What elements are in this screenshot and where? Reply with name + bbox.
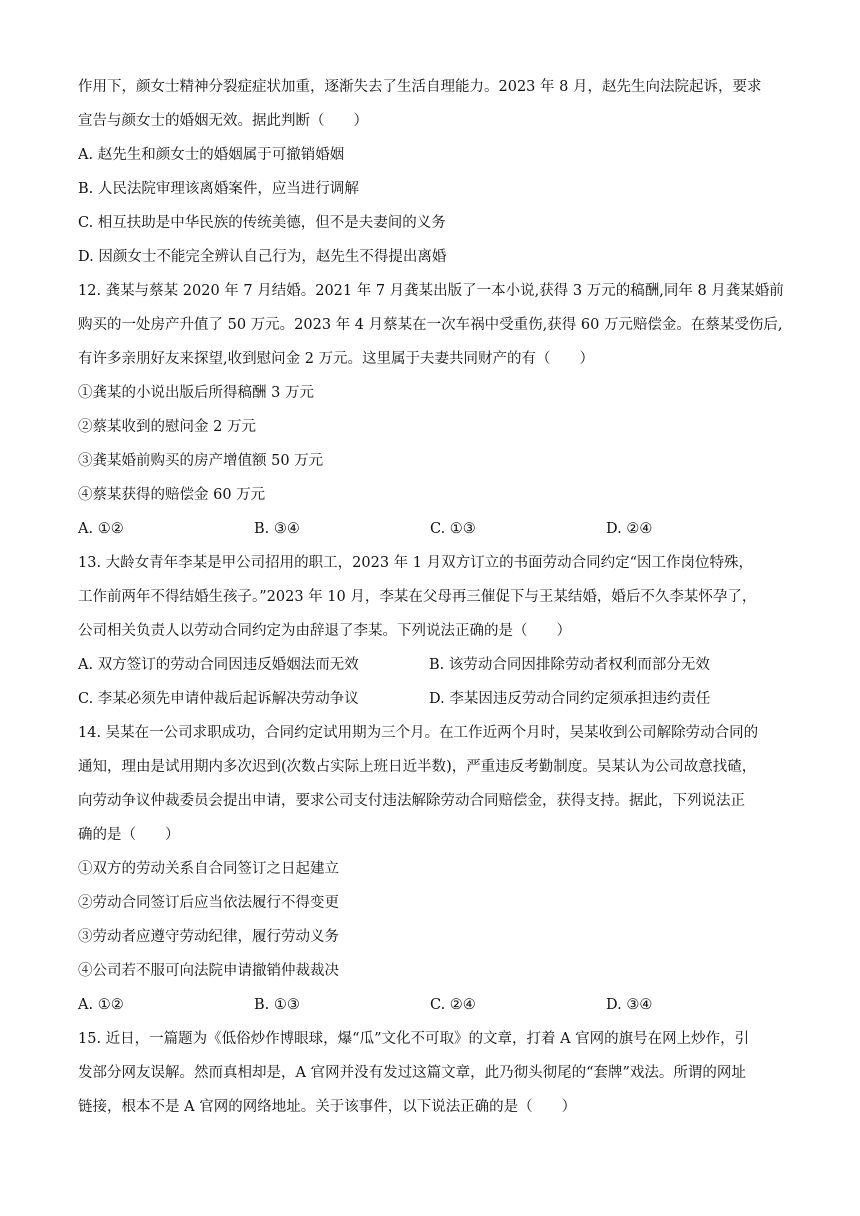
question-stem-line: 发部分网友误解。然而真相却是，A 官网并没有发过这篇文章，此乃彻头彻尾的“套牌”戏法。所谓的网址	[78, 1065, 746, 1081]
option-b: B. ①③	[254, 997, 300, 1013]
statement-item: ②劳动合同签订后应当依法履行不得变更	[78, 895, 339, 911]
option-d: D. 李某因违反劳动合同约定须承担违约责任	[429, 691, 711, 707]
question-stem-line: 确的是（ ）	[78, 827, 180, 843]
option-b: B. ③④	[254, 521, 300, 537]
option-c: C. ①③	[430, 521, 476, 537]
options-row	[78, 988, 788, 1022]
options-row	[78, 648, 788, 682]
option-b: B. 人民法院审理该离婚案件，应当进行调解	[78, 181, 359, 197]
question-stem-line: 宣告与颜女士的婚姻无效。据此判断（ ）	[78, 113, 368, 129]
statement-item: ③劳动者应遵守劳动纪律，履行劳动义务	[78, 929, 339, 945]
question-15	[78, 1022, 788, 1124]
option-d: D. ②④	[606, 521, 653, 537]
question-11	[78, 70, 788, 274]
options-row	[78, 512, 788, 546]
option-c: C. 李某必须先申请仲裁后起诉解决劳动争议	[78, 691, 359, 707]
statement-item: ②蔡某收到的慰问金 2 万元	[78, 419, 256, 435]
question-stem-line: 14. 吴某在一公司求职成功，合同约定试用期为三个月。在工作近两个月时，吴某收到公司解除劳动合同的	[78, 725, 759, 741]
question-stem-line: 作用下，颜女士精神分裂症症状加重，逐渐失去了生活自理能力。2023 年 8 月，赵先生向法院起诉，要求	[78, 79, 762, 95]
statement-item: ④蔡某获得的赔偿金 60 万元	[78, 487, 266, 503]
statement-item: ③龚某婚前购买的房产增值额 50 万元	[78, 453, 324, 469]
question-stem-line: 购买的一处房产升值了 50 万元。2023 年 4 月蔡某在一次车祸中受重伤,获得 60 万元赔偿金。在蔡某受伤后,	[78, 317, 783, 333]
statement-item: ④公司若不服可向法院申请撤销仲裁裁决	[78, 963, 339, 979]
statement-item: ①龚某的小说出版后所得稿酬 3 万元	[78, 385, 314, 401]
question-stem-line: 通知，理由是试用期内多次迟到(次数占实际上班日近半数)，严重违反考勤制度。吴某认为公司故意找碴，	[78, 759, 757, 775]
question-13	[78, 546, 788, 716]
question-stem-line: 链接，根本不是 A 官网的网络地址。关于该事件，以下说法正确的是（ ）	[78, 1099, 577, 1115]
option-a: A. ①②	[78, 521, 124, 537]
question-stem-line: 公司相关负责人以劳动合同约定为由辞退了李某。下列说法正确的是（ ）	[78, 623, 571, 639]
option-c: C. 相互扶助是中华民族的传统美德，但不是夫妻间的义务	[78, 215, 446, 231]
option-b: B. 该劳动合同因排除劳动者权利而部分无效	[429, 657, 710, 673]
option-a: A. 双方签订的劳动合同因违反婚姻法而无效	[78, 657, 359, 673]
exam-page	[78, 70, 788, 1124]
question-stem-line: 12. 龚某与蔡某 2020 年 7 月结婚。2021 年 7 月龚某出版了一本小说,获得 3 万元的稿酬,同年 8 月龚某婚前	[78, 283, 784, 299]
option-a: A. ①②	[78, 997, 124, 1013]
question-14	[78, 716, 788, 1022]
question-stem-line: 15. 近日，一篇题为《低俗炒作博眼球，爆“瓜”文化不可取》的文章，打着 A 官网的旗号在网上炒作，引	[78, 1031, 750, 1047]
question-stem-line: 13. 大龄女青年李某是甲公司招用的职工，2023 年 1 月双方订立的书面劳动合同约定“因工作岗位特殊，	[78, 555, 754, 571]
option-d: D. ③④	[606, 997, 653, 1013]
question-12	[78, 274, 788, 546]
option-a: A. 赵先生和颜女士的婚姻属于可撤销婚姻	[78, 147, 345, 163]
question-stem-line: 有许多亲朋好友来探望,收到慰问金 2 万元。这里属于夫妻共同财产的有（ ）	[78, 351, 595, 367]
question-stem-line: 向劳动争议仲裁委员会提出申请，要求公司支付违法解除劳动合同赔偿金，获得支持。据此，下列说法正	[78, 793, 745, 809]
option-c: C. ②④	[430, 997, 476, 1013]
options-row	[78, 682, 788, 716]
option-d: D. 因颜女士不能完全辨认自己行为，赵先生不得提出离婚	[78, 249, 447, 265]
question-stem-line: 工作前两年不得结婚生孩子。”2023 年 10 月，李某在父母再三催促下与王某结婚，婚后不久李某怀孕了，	[78, 589, 757, 605]
statement-item: ①双方的劳动关系自合同签订之日起建立	[78, 861, 339, 877]
